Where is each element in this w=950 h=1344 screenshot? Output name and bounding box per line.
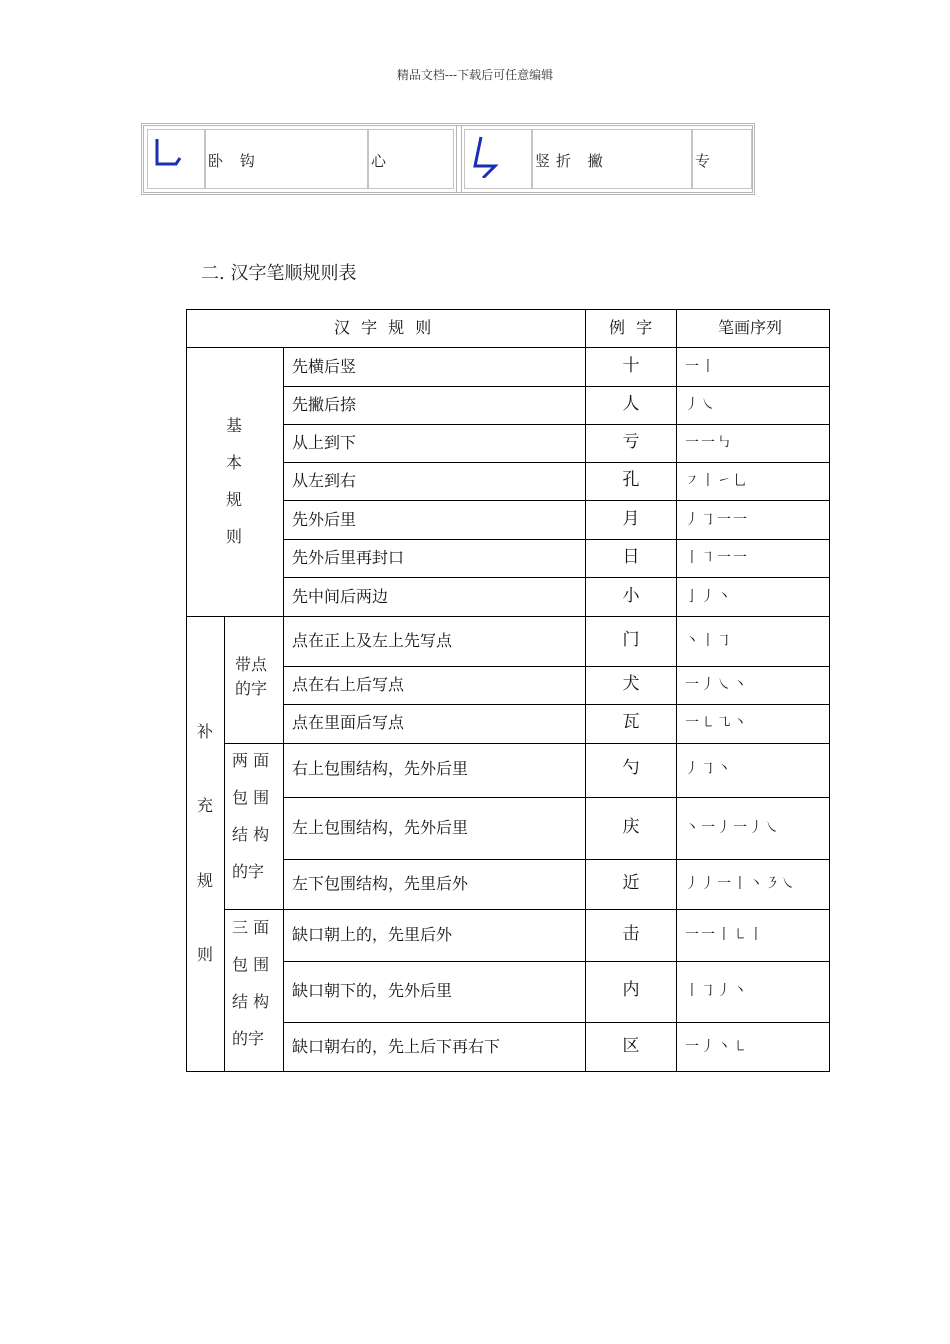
example-char: 门 [622, 630, 640, 650]
stroke-example-right: 专 [695, 152, 711, 170]
example-cell-right [692, 129, 752, 189]
stroke-sequence: 丿㇆一一 [685, 512, 749, 528]
example-char: 人 [622, 394, 640, 414]
header-example: 例 字 [609, 318, 656, 337]
example-char: 小 [622, 586, 640, 606]
example-char: 孔 [622, 470, 640, 490]
rule-text: 右上包围结构，先外后里 [292, 759, 469, 778]
dot-subgroup-label: 带点 [235, 655, 268, 674]
stroke-sequence: 亅丿丶 [685, 589, 733, 605]
three-sided-subgroup-label: 包 围 [232, 955, 270, 974]
two-sided-subgroup-label: 结 构 [232, 825, 270, 844]
rule-text: 先横后竖 [292, 357, 357, 376]
example-char: 勺 [622, 758, 640, 778]
stroke-name-cell-right [532, 129, 692, 189]
header-rule: 汉 字 规 则 [334, 318, 435, 337]
stroke-name-left: 卧 钩 [208, 152, 261, 170]
stroke-sequence: 丨㇕一一 [685, 550, 749, 566]
example-char: 近 [622, 873, 640, 893]
two-sided-subgroup-label: 的字 [232, 862, 265, 881]
example-char: 区 [622, 1036, 640, 1056]
basic-group-char: 规 [225, 490, 242, 509]
supp-group-char: 则 [196, 945, 213, 964]
header-sequence: 笔画序列 [718, 318, 783, 337]
supp-group-char: 补 [196, 722, 213, 741]
supp-group-char: 规 [196, 871, 213, 890]
stroke-sequence: 丶丨㇆ [685, 633, 733, 649]
example-char: 庆 [622, 817, 640, 837]
rule-text: 左上包围结构，先外后里 [292, 818, 469, 837]
example-char: 亏 [622, 432, 640, 452]
three-sided-subgroup-label: 结 构 [232, 992, 270, 1011]
rule-text: 缺口朝上的，先里后外 [292, 925, 453, 944]
example-char: 月 [622, 509, 640, 529]
stroke-name-cell-left [205, 129, 368, 189]
rule-text: 先外后里再封口 [292, 548, 405, 567]
stroke-sequence: 丨㇆丿丶 [685, 983, 749, 999]
two-sided-subgroup-label: 两 面 [232, 751, 270, 770]
rule-text: 先外后里 [292, 510, 357, 529]
table-divider [456, 126, 462, 192]
hook-stroke-cell [147, 129, 205, 189]
dot-subgroup-label: 的字 [235, 679, 268, 698]
stroke-sequence: 一一㇉ [685, 435, 733, 451]
supp-group-char: 充 [196, 796, 213, 815]
example-char: 犬 [622, 674, 640, 694]
rule-text: 缺口朝右的，先上后下再右下 [292, 1037, 501, 1056]
stroke-sequence: 丿㇏ [685, 397, 717, 413]
example-char: 击 [622, 924, 640, 944]
section-title: 二. 汉字笔顺规则表 [201, 263, 357, 284]
example-char: 日 [622, 547, 640, 567]
fold-stroke-cell [464, 129, 532, 189]
stroke-sequence: 丿丿一丨丶㇋㇏ [685, 876, 797, 892]
two-sided-subgroup-label: 包 围 [232, 788, 270, 807]
rule-text: 缺口朝下的，先外后里 [292, 981, 453, 1000]
basic-group-char: 则 [225, 527, 242, 546]
example-cell-left [368, 129, 454, 189]
rule-text: 点在右上后写点 [292, 675, 405, 694]
rule-text: 左下包围结构，先里后外 [292, 874, 469, 893]
three-sided-subgroup-label: 的字 [232, 1029, 265, 1048]
stroke-example-left: 心 [371, 152, 387, 170]
stroke-table [141, 123, 755, 195]
rule-text: 从左到右 [292, 471, 357, 490]
example-char: 十 [622, 356, 640, 376]
rule-text: 先中间后两边 [292, 587, 389, 606]
stroke-sequence: 一丿㇏丶 [685, 677, 749, 693]
stroke-sequence: 一一丨㇄丨 [685, 927, 765, 943]
rule-text: 从上到下 [292, 433, 357, 452]
hook-stroke-icon [150, 136, 190, 176]
rule-text: 先撇后捺 [292, 395, 357, 414]
three-sided-subgroup-label: 三 面 [232, 918, 270, 937]
basic-group-char: 本 [225, 453, 242, 472]
stroke-name-right: 竖折 撇 [535, 152, 609, 170]
vertical-fold-sweep-icon [469, 134, 513, 178]
stroke-sequence: ㇇丨㇀乚 [685, 473, 749, 489]
example-char: 瓦 [622, 712, 640, 732]
stroke-sequence: 丶一丿一丿㇏ [685, 820, 781, 836]
stroke-sequence: 一㇄㇈丶 [685, 715, 749, 731]
example-char: 内 [622, 980, 640, 1000]
stroke-sequence: 一丿丶㇄ [685, 1039, 749, 1055]
rule-text: 点在正上及左上先写点 [292, 631, 453, 650]
stroke-order-rules-table [186, 309, 830, 1072]
page-header: 精品文档---下载后可任意编辑 [396, 68, 554, 82]
rule-text: 点在里面后写点 [292, 713, 405, 732]
stroke-sequence: 一丨 [685, 359, 717, 375]
basic-group-char: 基 [225, 416, 242, 435]
stroke-sequence: 丿㇆丶 [685, 761, 733, 777]
